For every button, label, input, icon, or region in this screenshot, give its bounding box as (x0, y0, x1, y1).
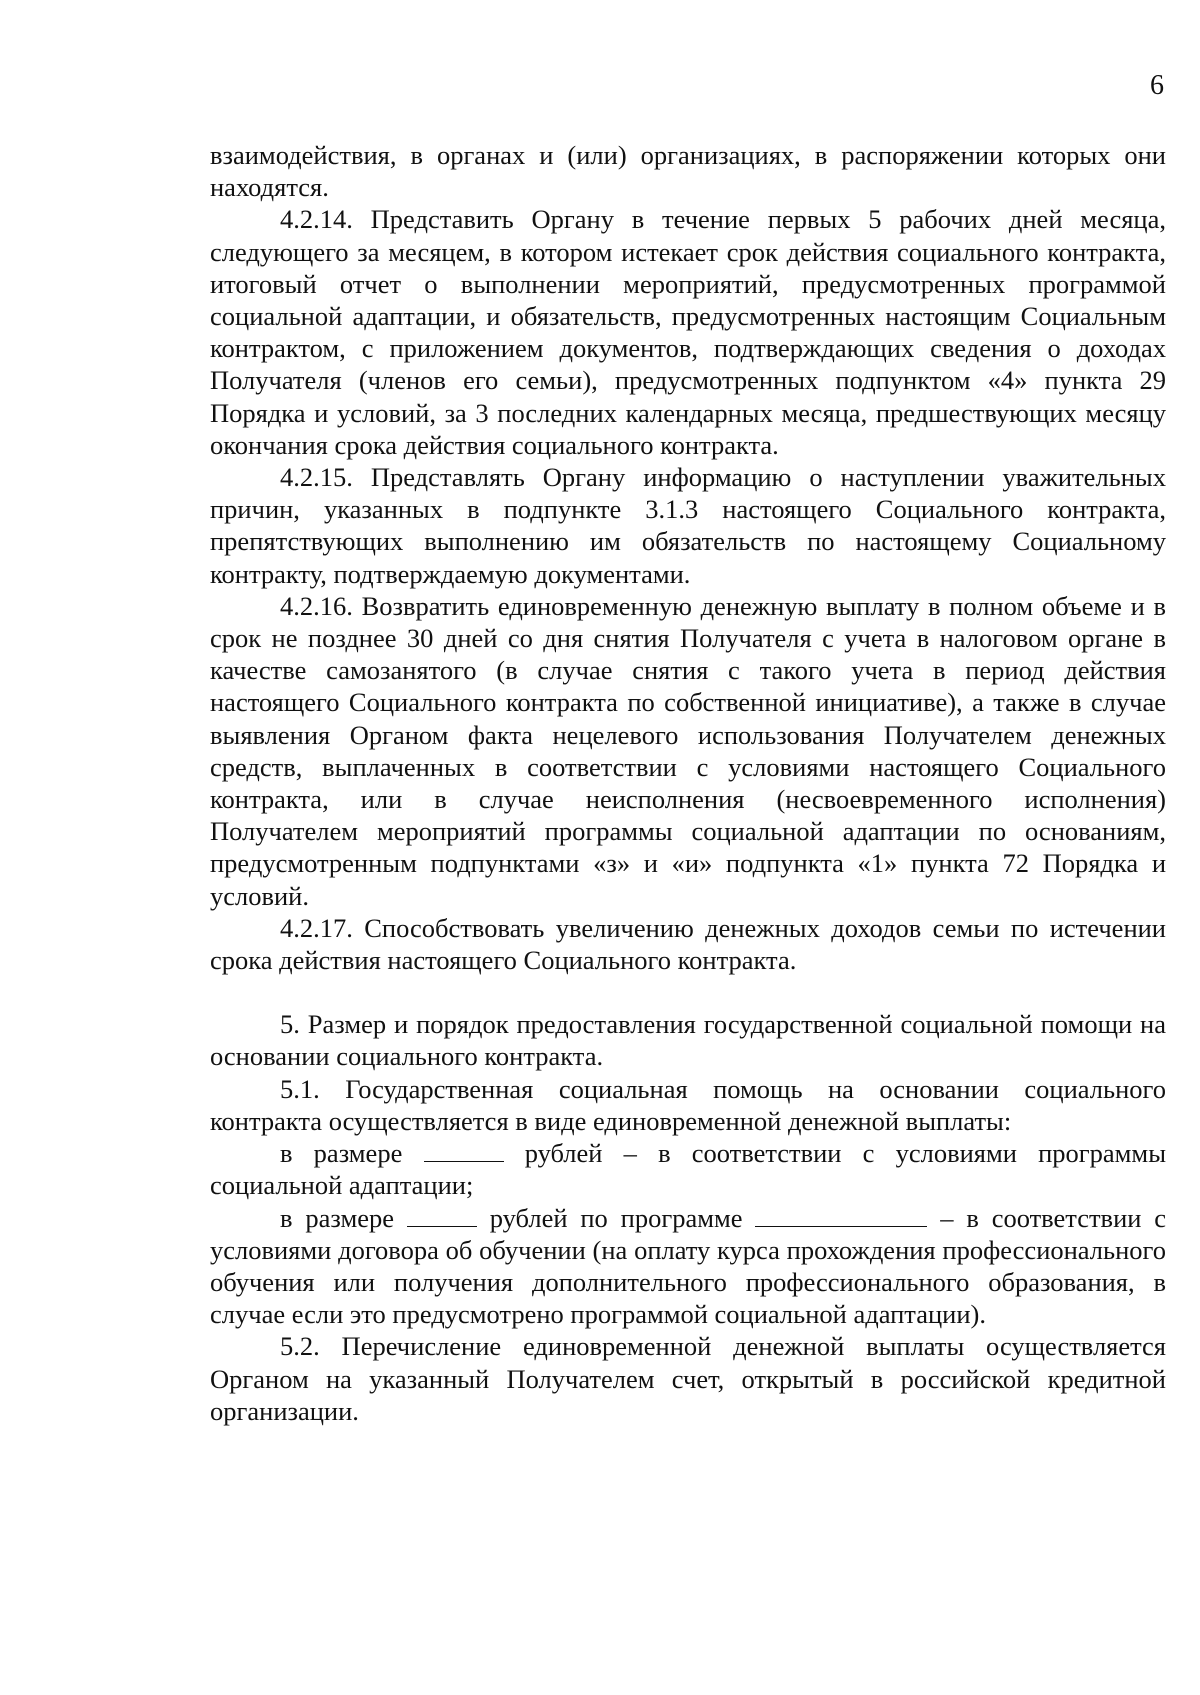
clause-5-1: 5.1. Государственная социальная помощь на основании социального контракта осуществляется в виде единовременной денежной выплаты: (210, 1073, 1166, 1136)
page-number: 6 (1150, 70, 1164, 101)
amount-line-1-prefix: в размере (280, 1138, 403, 1169)
section-spacer (210, 976, 1166, 1008)
amount-line-2-suffix: – в соответствии с условиями договора об обучении (на оплату курса прохождения профессионального обучения или получения дополнительного профессионального образования, в случае если это предусмотрено программой социальной адаптации). (210, 1202, 1167, 1330)
clause-4-2-16: 4.2.16. Возвратить единовременную денежную выплату в полном объеме и в срок не позднее 30 дней со дня снятия Получателя с учета в налоговом органе в качестве самозанятого (в случае снятия с такого учета в период действия настоящего Социального контракта по собственной инициативе), а также в случае выявления Органом факта нецелевого использования Получателем денежных средств, выплаченных в соответствии с условиями настоящего Социального контракта, или в случае неисполнения (несвоевременного исполнения) Получателем мероприятий программы социальной адаптации по основаниям, предусмотренным подпунктами «з» и «и» подпункта «1» пункта 72 Порядка и условий. (210, 590, 1166, 911)
amount-blank-field[interactable] (424, 1139, 504, 1162)
amount-line-2-middle: рублей по программе (489, 1202, 743, 1233)
document-body (210, 139, 1166, 1427)
program-name-blank-field[interactable] (755, 1204, 927, 1227)
amount-line-2-prefix: в размере (280, 1202, 395, 1233)
training-amount-blank-field[interactable] (407, 1204, 477, 1227)
amount-line-training (210, 1202, 1166, 1331)
amount-line-1-suffix: рублей – в соответствии с условиями программы социальной адаптации; (210, 1138, 1166, 1201)
clause-5-2: 5.2. Перечисление единовременной денежной выплаты осуществляется Органом на указанный Получателем счет, открытый в российской кредитной организации. (210, 1331, 1166, 1426)
clause-4-2-17: 4.2.17. Способствовать увеличению денежных доходов семьи по истечении срока действия настоящего Социального контракта. (210, 912, 1166, 976)
clause-4-2-14: 4.2.14. Представить Органу в течение первых 5 рабочих дней месяца, следующего за месяцем, в котором истекает срок действия социального контракта, итоговый отчет о выполнении мероприятий, предусмотренных программой социальной адаптации, и обязательств, предусмотренных настоящим Социальным контрактом, с приложением документов, подтверждающих сведения о доходах Получателя (членов его семьи), предусмотренных подпунктом «4» пункта 29 Порядка и условий, за 3 последних календарных месяца, предшествующих месяцу окончания срока действия социального контракта. (210, 204, 1166, 460)
section-5-heading: 5. Размер и порядок предоставления государственной социальной помощи на основании социального контракта. (210, 1009, 1166, 1072)
clause-4-2-15: 4.2.15. Представлять Органу информацию о наступлении уважительных причин, указанных в подпункте 3.1.3 настоящего Социального контракта, препятствующих выполнению им обязательств по настоящему Социальному контракту, подтверждаемую документами. (210, 462, 1166, 589)
paragraph-continuation: взаимодействия, в органах и (или) организациях, в распоряжении которых они находятся. (210, 140, 1166, 203)
amount-line-program (210, 1137, 1166, 1201)
